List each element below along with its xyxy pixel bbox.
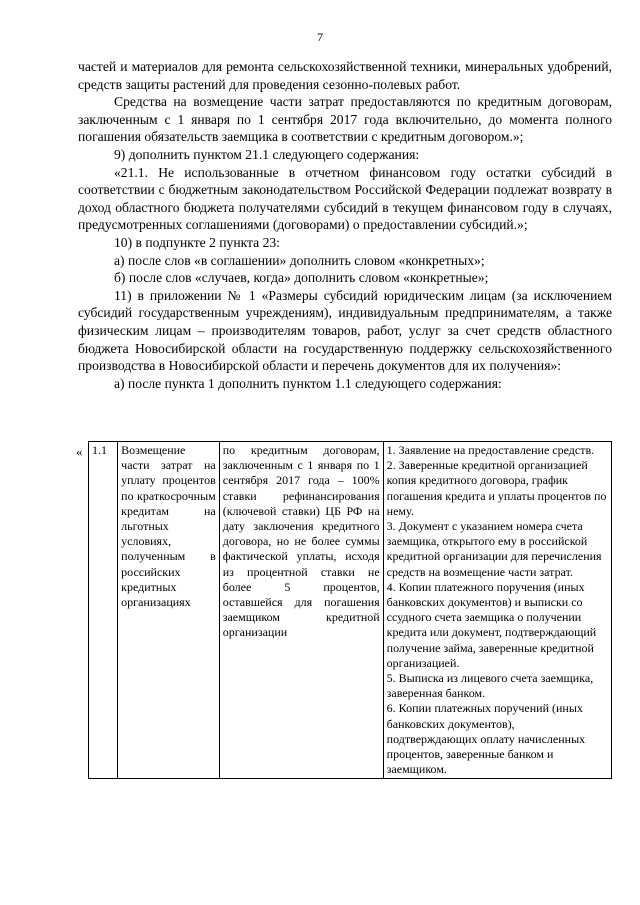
page-number: 7 [317, 30, 323, 44]
row-number-cell: 1.1 [89, 442, 118, 779]
paragraph-5: 10) в подпункте 2 пункта 23: [114, 234, 280, 250]
document-item: 2. Заверенные кредитной организацией копия кредитного договора, график погашения кредита и уплаты процентов по нему. [386, 458, 607, 518]
paragraph-1: частей и материалов для ремонта сельскохозяйственной техники, минеральных удобрений, средств защиты растений для проведения сезонно-полевых работ. [78, 59, 612, 92]
paragraph-3: 9) дополнить пунктом 21.1 следующего содержания: [114, 146, 420, 162]
document-item: 4. Копии платежного поручения (иных банковских документов) и выписки со ссудного счета заемщика о получении кредита или документ, подтверждающий получение займа, заверенные кредитной организацией. [386, 579, 597, 670]
subsidy-conditions-cell: по кредитным договорам, заключенным с 1 января по 1 сентября 2017 года – 100% ставки рефинансирования (ключевой ставки) ЦБ РФ на дату заключения кредитного договора, но не более суммы фактической уплаты, исходя из процентной ставки не более 5 процентов, оставшейся для погашения заемщиком кредитной организации [219, 442, 383, 779]
paragraph-4: «21.1. Не использованные в отчетном финансовом году остатки субсидий в соответствии с бюджетным законодательством Российской Федерации подлежат возврату в доход областного бюджета получателями субсидий в текущем финансовом году в случаях, предусмотренных соглашениями (договорами) о предоставлении субсидий.»; [78, 164, 612, 233]
paragraph-2: Средства на возмещение части затрат предоставляются по кредитным договорам, заключенным с 1 января по 1 сентября 2017 года включительно, до момента полного погашения обязательств заемщика в соответствии с кредитным договором.»; [78, 94, 612, 145]
open-quote-mark: « [76, 444, 83, 459]
paragraph-7: б) после слов «случаев, когда» дополнить словом «конкретные»; [114, 270, 489, 286]
document-body [78, 58, 612, 392]
document-item: 3. Документ с указанием номера счета заемщика, открытого ему в российской кредитной организации для перечисления средств на возмещение части затрат. [386, 519, 602, 579]
table-row [89, 442, 612, 779]
document-item: 5. Выписка из лицевого счета заемщика, заверенная банком. [386, 671, 594, 701]
document-item: 6. Копии платежных поручений (иных банковских документов), подтверждающих оплату начисленных процентов, заверенные банком и заемщиком. [386, 701, 586, 777]
required-documents-cell [383, 442, 611, 779]
subsidy-table [88, 441, 612, 779]
document-item: 1. Заявление на предоставление средств. [386, 443, 595, 457]
subsidy-name-cell: Возмещение части затрат на уплату процентов по краткосрочным кредитам на льготных условиях, полученным в российских кредитных организациях [118, 442, 220, 779]
paragraph-8: 11) в приложении № 1 «Размеры субсидий юридическим лицам (за исключением субсидий государственным учреждениям), индивидуальным предпринимателям, а также физическим лицам – производителям товаров, работ, услуг за счет средств областного бюджета Новосибирской области на государственную поддержку сельскохозяйственного производства в Новосибирской области и перечень документов для их получения»: [78, 287, 612, 374]
paragraph-9: а) после пункта 1 дополнить пунктом 1.1 следующего содержания: [114, 375, 502, 391]
paragraph-6: а) после слов «в соглашении» дополнить словом «конкретных»; [114, 252, 485, 268]
